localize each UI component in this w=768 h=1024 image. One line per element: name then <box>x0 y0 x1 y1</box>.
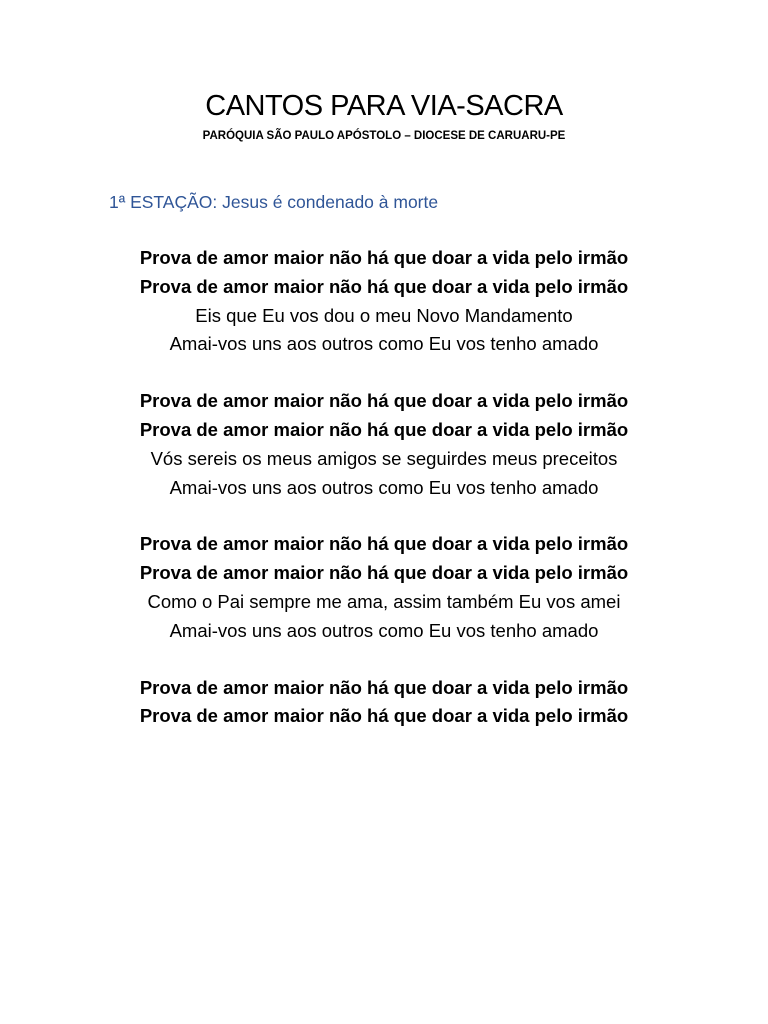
refrain-line: Prova de amor maior não há que doar a vida pelo irmão <box>139 533 629 555</box>
page-title: CANTOS PARA VIA-SACRA <box>205 90 563 122</box>
verse-line: Amai-vos uns aos outros como Eu vos tenho amado <box>169 476 599 498</box>
refrain-line: Prova de amor maior não há que doar a vida pelo irmão <box>139 275 629 297</box>
verse-line: Amai-vos uns aos outros como Eu vos tenho amado <box>169 619 599 641</box>
verse-line: Eis que Eu vos dou o meu Novo Mandamento <box>195 304 573 326</box>
refrain-line: Prova de amor maior não há que doar a vida pelo irmão <box>139 676 629 698</box>
refrain-line: Prova de amor maior não há que doar a vida pelo irmão <box>139 562 629 584</box>
stanza <box>0 674 768 732</box>
stanza <box>0 244 768 359</box>
refrain-line: Prova de amor maior não há que doar a vida pelo irmão <box>139 418 629 440</box>
stanza <box>0 530 768 645</box>
station-heading: 1ª ESTAÇÃO: Jesus é condenado à morte <box>109 192 439 212</box>
refrain-line: Prova de amor maior não há que doar a vida pelo irmão <box>139 247 629 268</box>
refrain-line: Prova de amor maior não há que doar a vida pelo irmão <box>139 705 629 727</box>
verse-line: Amai-vos uns aos outros como Eu vos tenho amado <box>169 333 599 355</box>
page-subtitle: PARÓQUIA SÃO PAULO APÓSTOLO – DIOCESE DE CARUARU-PE <box>202 130 566 142</box>
lyrics-body <box>0 244 768 759</box>
refrain-line: Prova de amor maior não há que doar a vida pelo irmão <box>139 390 629 412</box>
verse-line: Vós sereis os meus amigos se seguirdes meus preceitos <box>150 447 618 469</box>
stanza <box>0 387 768 502</box>
verse-line: Como o Pai sempre me ama, assim também Eu vos amei <box>147 590 621 612</box>
